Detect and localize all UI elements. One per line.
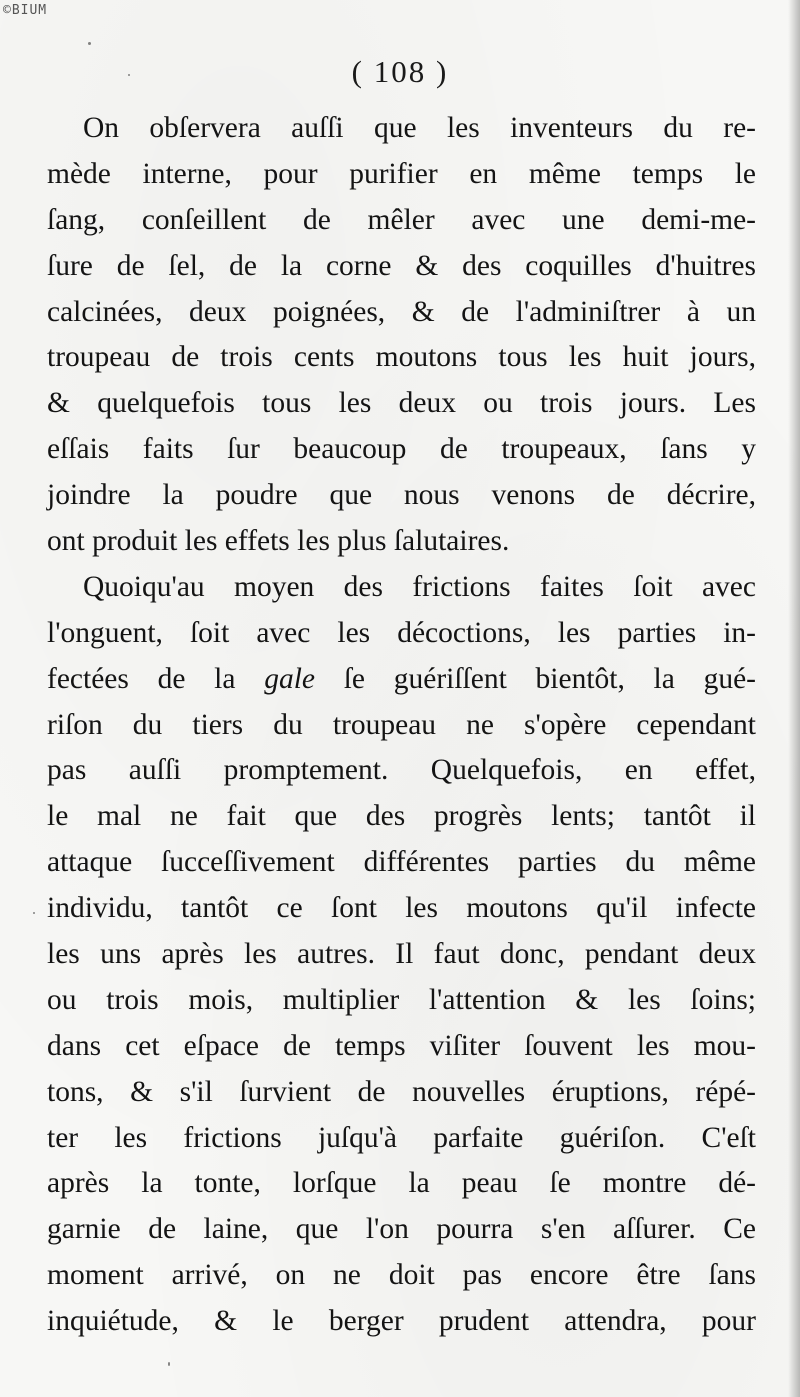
paper-speck (33, 912, 35, 914)
paper-speck (128, 74, 130, 76)
page-edge-shadow (788, 0, 800, 1397)
text-fragment: ſe guériſſent bientôt, la gué- (343, 662, 756, 695)
text-line: dans cet eſpace de temps viſiter ſouvent les mou- (47, 1029, 756, 1062)
text-line: ſang, conſeillent de mêler avec une demi-me- (47, 203, 756, 236)
text-line: après la tonte, lorſque la peau ſe montre dé- (47, 1167, 756, 1200)
paragraph-2 (47, 565, 756, 1345)
text-line: tons, & s'il ſurvient de nouvelles éruptions, répé- (47, 1075, 756, 1108)
text-fragment: fectées de la (47, 662, 236, 695)
text-line: & quelquefois tous les deux ou trois jours. Les (47, 387, 756, 420)
text-line: attaque ſucceſſivement différentes parties du même (47, 846, 756, 879)
paragraph-1 (47, 106, 756, 565)
text-line: riſon du tiers du troupeau ne s'opère cependant (47, 708, 756, 741)
text-line: ter les frictions juſqu'à parfaite guériſon. C'eſt (47, 1121, 756, 1154)
text-line: ont produit les effets les plus ſalutaires. (47, 525, 510, 558)
text-line: les uns après les autres. Il faut donc, pendant deux (47, 938, 756, 971)
text-line: On obſervera auſſi que les inventeurs du re- (83, 112, 756, 144)
paper-speck (168, 1362, 170, 1366)
text-line: calcinées, deux poignées, & de l'adminiſtrer à un (47, 295, 756, 328)
text-line: eſſais faits ſur beaucoup de troupeaux, ſans y (47, 433, 756, 466)
text-line-with-italic (47, 657, 756, 703)
page-number: ( 108 ) (351, 54, 449, 89)
text-line: individu, tantôt ce ſont les moutons qu'il infecte (47, 892, 756, 925)
body-text (47, 106, 756, 1345)
text-line: ſure de ſel, de la corne & des coquilles d'huitres (47, 249, 756, 282)
text-line: le mal ne fait que des progrès lents; tantôt il (47, 800, 756, 833)
text-line: joindre la poudre que nous venons de décrire, (47, 479, 756, 512)
text-line: l'onguent, ſoit avec les décoctions, les parties in- (47, 616, 756, 649)
text-line: inquiétude, & le berger prudent attendra, pour (47, 1305, 756, 1338)
text-line: pas auſſi promptement. Quelquefois, en effet, (47, 754, 756, 787)
paper-speck (88, 42, 91, 45)
text-line: ou trois mois, multiplier l'attention & les ſoins; (47, 983, 756, 1016)
italic-word: gale (264, 662, 315, 695)
text-line: garnie de laine, que l'on pourra s'en aſſurer. Ce (47, 1213, 756, 1246)
text-line: troupeau de trois cents moutons tous les huit jours, (47, 341, 756, 374)
text-line: moment arrivé, on ne doit pas encore être ſans (47, 1259, 756, 1292)
watermark: ©BIUM (3, 3, 48, 18)
text-line: mède interne, pour purifier en même temps le (47, 157, 756, 190)
text-line: Quoiqu'au moyen des frictions faites ſoit avec (83, 570, 756, 603)
